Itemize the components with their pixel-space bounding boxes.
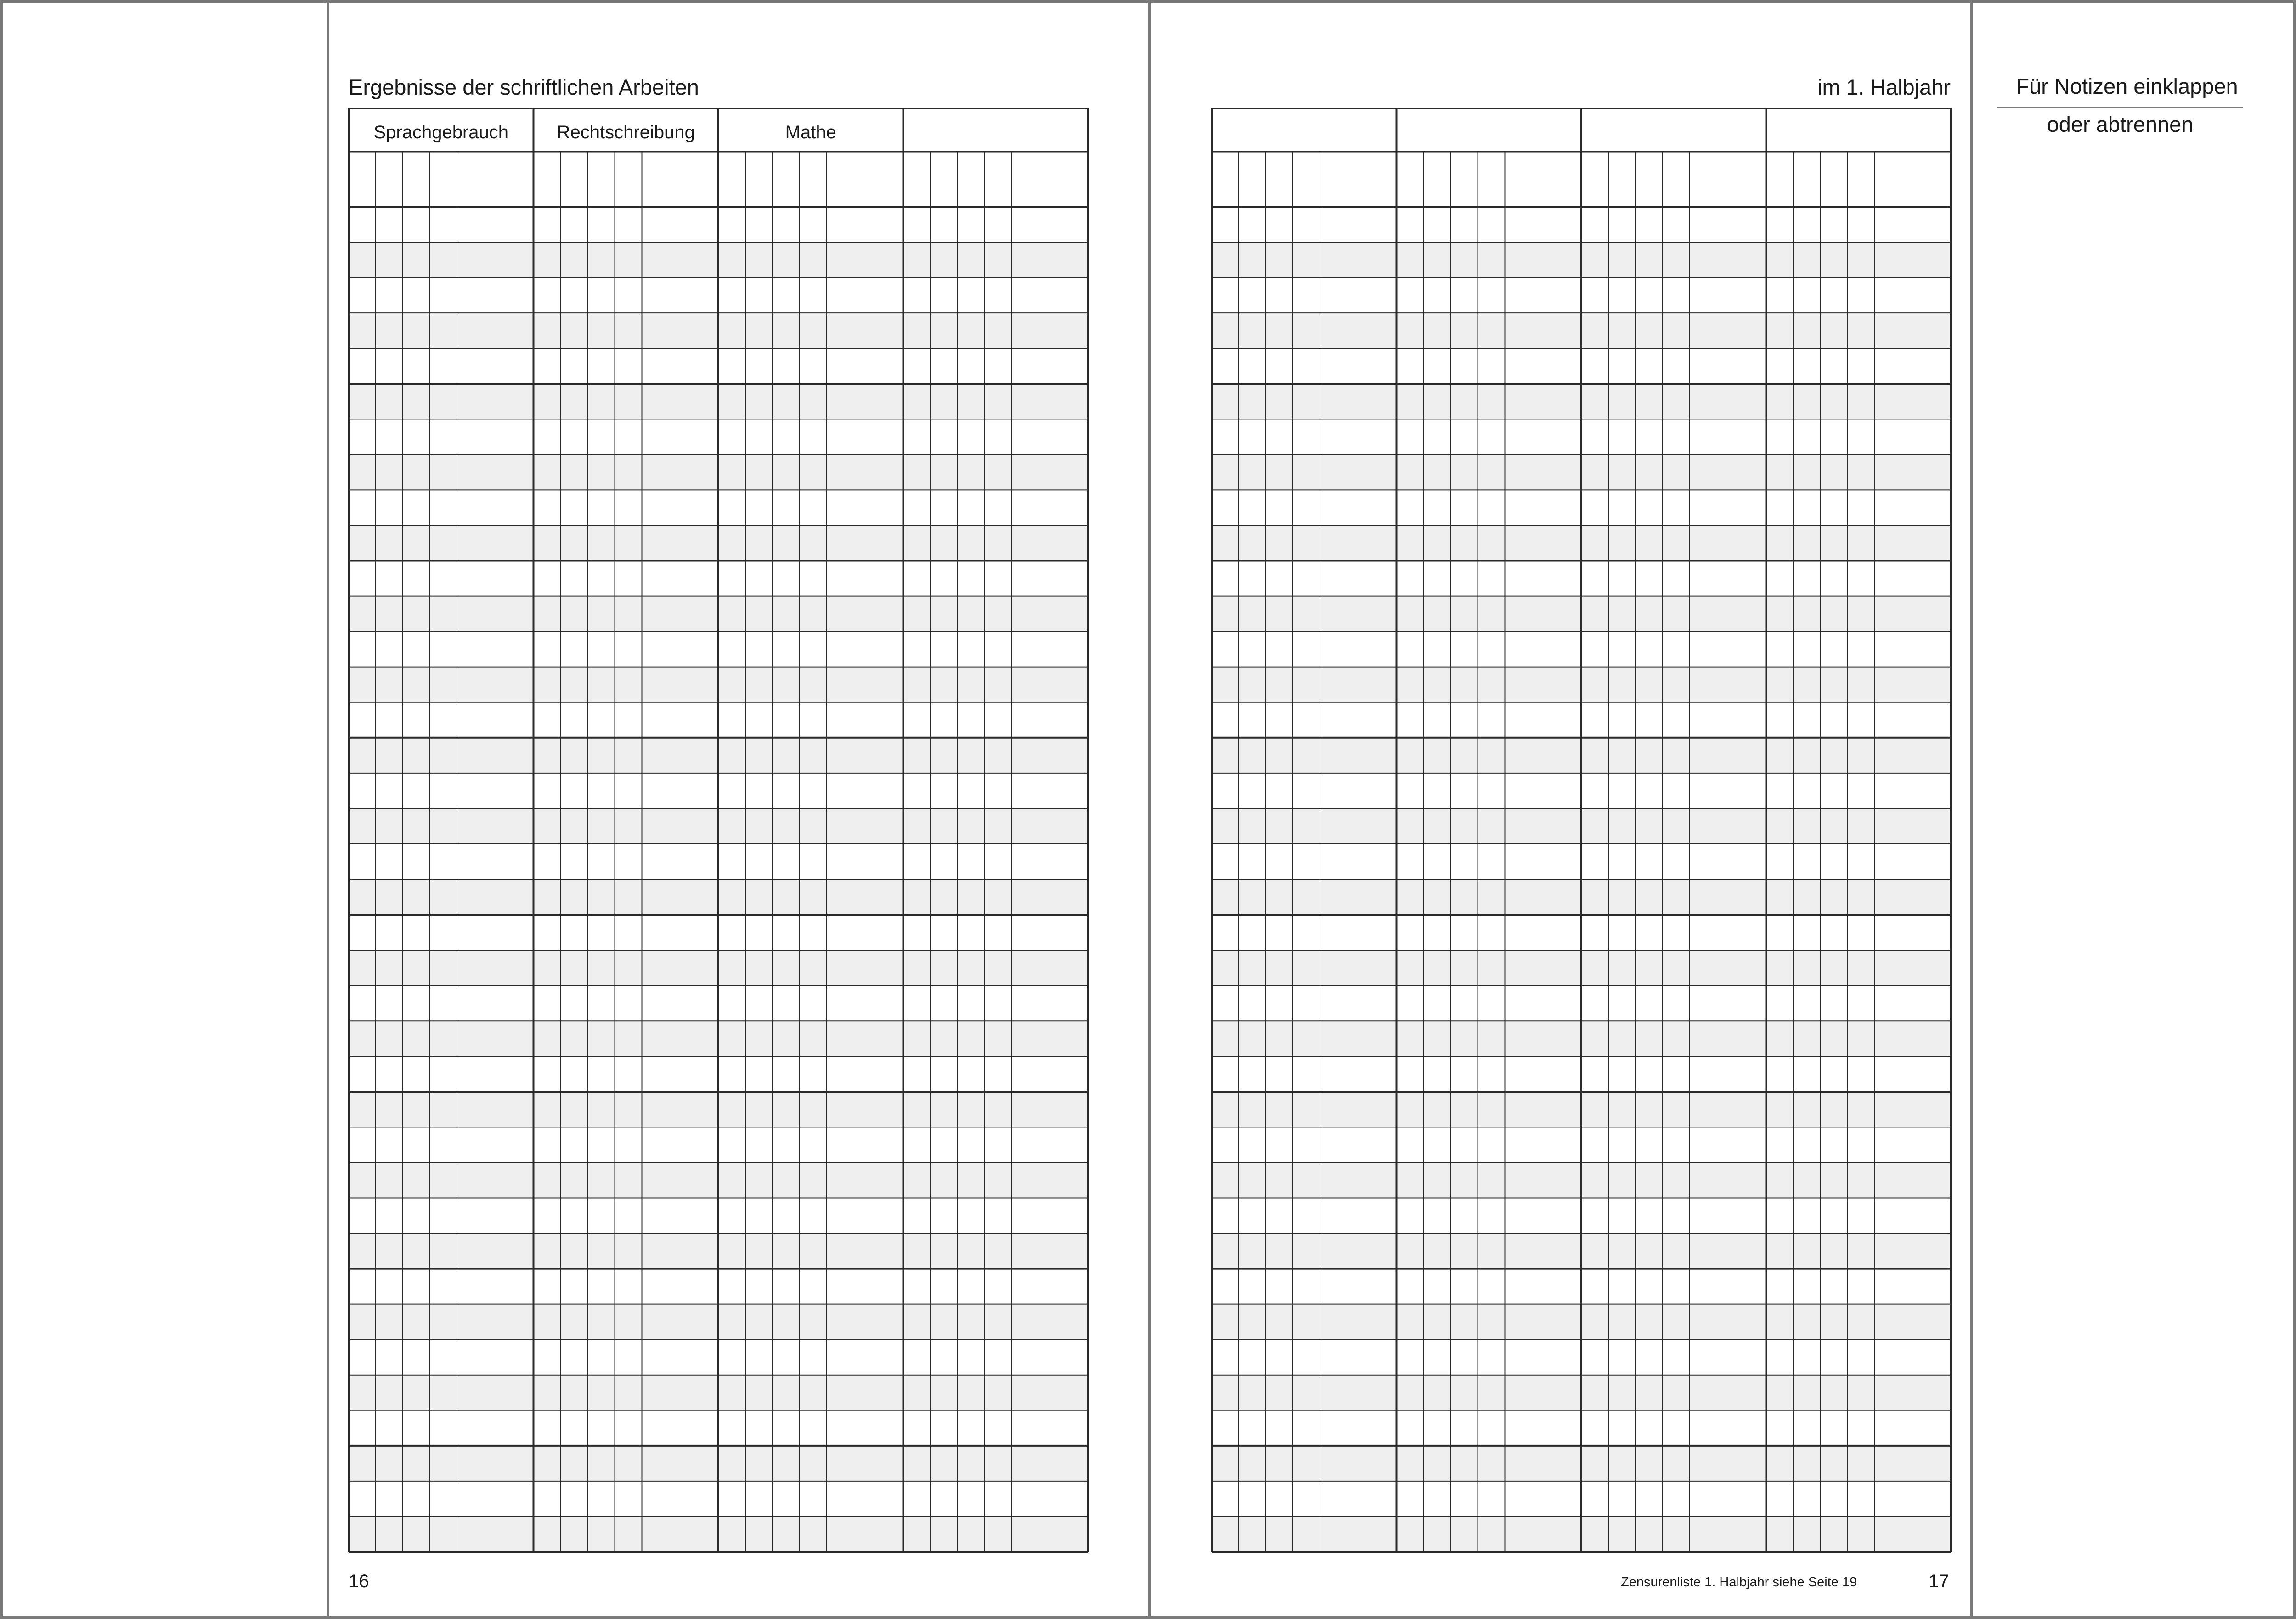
left-table-subject-header: Sprachgebrauch [373,122,509,142]
left-table-subject-header: Rechtschreibung [557,122,695,142]
page-number-right: 17 [1929,1571,1949,1591]
notes-flap-line2: oder abtrennen [2047,112,2194,136]
left-page-heading: Ergebnisse der schriftlichen Arbeiten [349,75,699,99]
page-number-left: 16 [349,1571,369,1591]
footnote-grade-list: Zensurenliste 1. Halbjahr siehe Seite 19 [1621,1575,1857,1590]
notes-flap-line1: Für Notizen einklappen [2016,74,2238,98]
left-table-subject-header: Mathe [785,122,836,142]
right-page-heading: im 1. Halbjahr [1817,75,1951,99]
